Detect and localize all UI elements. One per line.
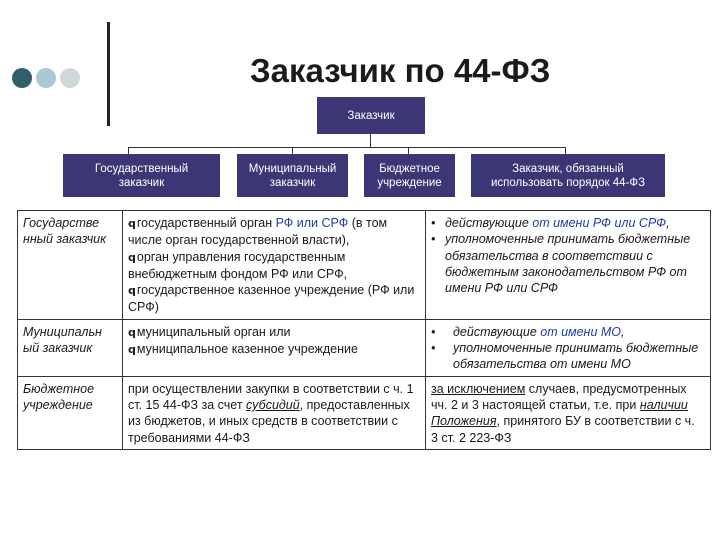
connector-drop	[565, 147, 566, 154]
connector-horizontal	[128, 147, 565, 148]
decorative-dots	[12, 68, 80, 88]
table-row	[18, 211, 711, 320]
checkbox-bullet-icon: q	[128, 217, 136, 230]
connector-drop	[408, 147, 409, 154]
customer-types-table	[17, 210, 711, 450]
child-label-line2: заказчик	[118, 176, 165, 189]
organs-cell: qгосударственный орган РФ или СРФ (в том числе орган государственной власти), qорган управления государственным внебюджетным фондом РФ или СРФ, qгосударственное казенное учреждение (РФ или СРФ)	[123, 211, 426, 320]
connector-drop	[292, 147, 293, 154]
connector-drop	[128, 147, 129, 154]
child-label-line1: Государственный	[94, 162, 189, 175]
root-label: Заказчик	[347, 109, 395, 122]
checkbox-bullet-icon: q	[128, 284, 136, 298]
bullet-icon: •	[431, 324, 436, 339]
table-row	[18, 376, 711, 449]
row-header: Бюджетное учреждение	[18, 376, 123, 449]
bullet-icon: •	[431, 341, 436, 356]
dot-icon	[60, 68, 80, 88]
conditions-cell: • действующие от имени МО, • уполномоченные принимать бюджетные обязательства от имени МО	[426, 319, 711, 376]
conditions-cell: • действующие от имени РФ или СРФ, • уполномоченные принимать бюджетные обязательства в соответствии с бюджетным законодательством РФ от имени РФ или СРФ	[426, 211, 711, 320]
root-box	[317, 97, 425, 134]
child-label-line1: Муниципальный	[248, 162, 337, 175]
checkbox-bullet-icon: q	[128, 343, 136, 357]
checkbox-bullet-icon: q	[128, 250, 136, 264]
child-box-budget-institution	[364, 154, 455, 197]
child-box-municipal-customer	[237, 154, 348, 197]
child-label-line2: использовать порядок 44-ФЗ	[490, 176, 646, 189]
row-header: Муниципальн ый заказчик	[18, 319, 123, 376]
bullet-icon: •	[431, 216, 436, 230]
child-label-line1: Заказчик, обязанный	[512, 162, 624, 175]
dot-icon	[36, 68, 56, 88]
page-title: Заказчик по 44-ФЗ	[250, 52, 551, 89]
conditions-cell: за исключением случаев, предусмотренных чч. 2 и 3 настоящей статьи, т.е. при наличии Положения, принятого БУ в соответствии с ч. 3 ст. 2 223-ФЗ	[426, 376, 711, 449]
connector-vertical	[370, 134, 371, 147]
row-header: Государстве нный заказчик	[18, 211, 123, 320]
table-row	[18, 319, 711, 376]
child-label-line2: учреждение	[377, 176, 442, 189]
child-box-obliged-customer	[471, 154, 665, 197]
checkbox-bullet-icon: q	[128, 325, 136, 339]
child-label-line2: заказчик	[269, 176, 316, 189]
child-label-line1: Бюджетное	[379, 162, 440, 175]
child-box-state-customer	[63, 154, 220, 197]
bullet-icon: •	[431, 232, 436, 247]
vertical-divider	[107, 22, 110, 126]
organs-cell: qмуниципальный орган или qмуниципальное казенное учреждение	[123, 319, 426, 376]
organs-cell: при осуществлении закупки в соответствии с ч. 1 ст. 15 44-ФЗ за счет субсидий, предоставленных из бюджетов, и иных средств в соответствии с требованиями 44-ФЗ	[123, 376, 426, 449]
dot-icon	[12, 68, 32, 88]
